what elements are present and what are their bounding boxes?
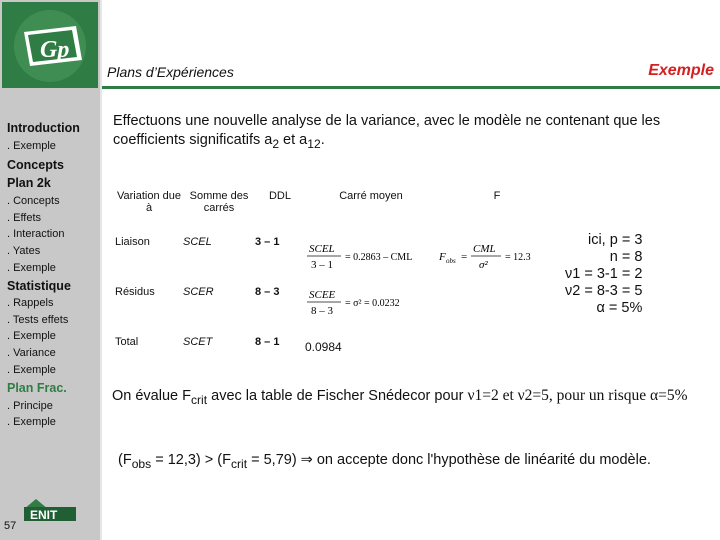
svg-text:obs: obs [446, 257, 456, 265]
header-variation: Variation due à [116, 190, 181, 214]
cell-variation: Liaison [115, 236, 150, 248]
table-header-row [115, 190, 557, 236]
svg-text:= 12.3: = 12.3 [505, 252, 531, 263]
parameters-block [565, 232, 642, 317]
anova-table [115, 190, 557, 366]
cell-cm [305, 236, 437, 286]
svg-text:CML: CML [473, 243, 496, 255]
sidebar-item[interactable]: . Effets [7, 212, 42, 224]
sidebar-item[interactable]: . Tests effets [7, 314, 69, 326]
sidebar-item[interactable]: . Yates [7, 245, 41, 257]
cell-f [437, 336, 557, 366]
cell-variation: Total [115, 336, 139, 348]
table-row [115, 236, 557, 286]
conclusion-text: $(F_{obs} = 12,3) > (F_{crit} = 5,79)$ ⇒ on accepte donc l'hypothèse de linéarité du modèle. [118, 452, 651, 471]
sidebar-item[interactable]: Introduction [7, 121, 80, 135]
formula-cm-liaison [305, 236, 433, 276]
param-line: ν2 = 8-3 = 5 [565, 283, 643, 299]
sidebar-item[interactable]: . Principe [7, 400, 53, 412]
svg-text:=: = [461, 251, 468, 263]
svg-text:8 – 3: 8 – 3 [311, 305, 333, 317]
cell-f [437, 286, 557, 336]
header-f: F [493, 190, 501, 202]
sidebar-item[interactable]: . Exemple [7, 416, 56, 428]
cell-cm: 0.0984 [305, 340, 342, 354]
intro-text: Effectuons une nouvelle analyse de la variance, avec le modèle ne contenant que les coefficients significatifs $a_2$ et $a_{12}$. [113, 113, 661, 151]
cell-ddl: 8 – 1 [255, 336, 280, 348]
svg-text:σ²: σ² [479, 259, 488, 271]
enit-logo [22, 495, 78, 523]
sidebar-item[interactable]: . Exemple [7, 364, 56, 376]
gp-logo [2, 2, 98, 88]
header-ss: Somme des carrés [189, 190, 249, 214]
sidebar-item[interactable]: . Interaction [7, 228, 65, 240]
svg-text:3 – 1: 3 – 1 [311, 259, 333, 271]
gp-logo-graphic [2, 2, 98, 88]
sidebar-item[interactable]: . Rappels [7, 297, 54, 309]
svg-text:SCEL: SCEL [309, 243, 335, 255]
param-line: n = 8 [609, 249, 643, 265]
cell-ss: SCET [183, 336, 213, 348]
cell-f [437, 236, 557, 286]
fisher-text: On évalue $F_{crit}$ avec la table de Fischer Snédecor pour ν1=2 et ν2=5, pour un risque α=5% [112, 387, 688, 407]
cell-variation: Résidus [115, 286, 155, 298]
header-divider [102, 86, 720, 89]
svg-text:= σ² = 0.0232: = σ² = 0.0232 [345, 298, 400, 309]
param-line: ici, p = 3 [587, 232, 643, 248]
table-row [115, 286, 557, 336]
sidebar [0, 0, 100, 540]
page-number: 57 [4, 520, 17, 532]
svg-text:SCEE: SCEE [309, 289, 336, 301]
sidebar-item[interactable]: . Concepts [7, 195, 60, 207]
param-line: α = 5% [596, 300, 643, 316]
table-row [115, 336, 557, 366]
sidebar-item[interactable]: . Exemple [7, 140, 56, 152]
sidebar-divider [100, 0, 102, 540]
formula-cm-residus [305, 286, 433, 326]
sidebar-item[interactable]: Concepts [7, 158, 64, 172]
svg-text:F: F [439, 251, 446, 263]
sidebar-item[interactable]: Plan Frac. [7, 381, 67, 395]
header-ddl: DDL [268, 190, 291, 202]
cell-cm [305, 286, 437, 336]
svg-text:= 0.2863 – CML: = 0.2863 – CML [345, 252, 413, 263]
enit-text: ENIT [30, 508, 58, 522]
sidebar-item[interactable]: . Exemple [7, 330, 56, 342]
formula-f-liaison [437, 236, 555, 276]
cell-ss: SCEL [183, 236, 212, 248]
logo-text: Gp [40, 37, 70, 63]
sidebar-item[interactable]: . Exemple [7, 262, 56, 274]
cell-ss: SCER [183, 286, 214, 298]
section-badge: Exemple [648, 62, 714, 79]
cell-ddl: 3 – 1 [255, 236, 280, 248]
sidebar-item[interactable]: Plan 2k [7, 176, 51, 190]
cell-ddl: 8 – 3 [255, 286, 280, 298]
header-cm: Carré moyen [339, 190, 403, 202]
page-title: Plans d’Expériences [107, 64, 234, 80]
sidebar-item[interactable]: . Variance [7, 347, 56, 359]
sidebar-item[interactable]: Statistique [7, 279, 71, 293]
param-line: ν1 = 3-1 = 2 [565, 266, 643, 282]
